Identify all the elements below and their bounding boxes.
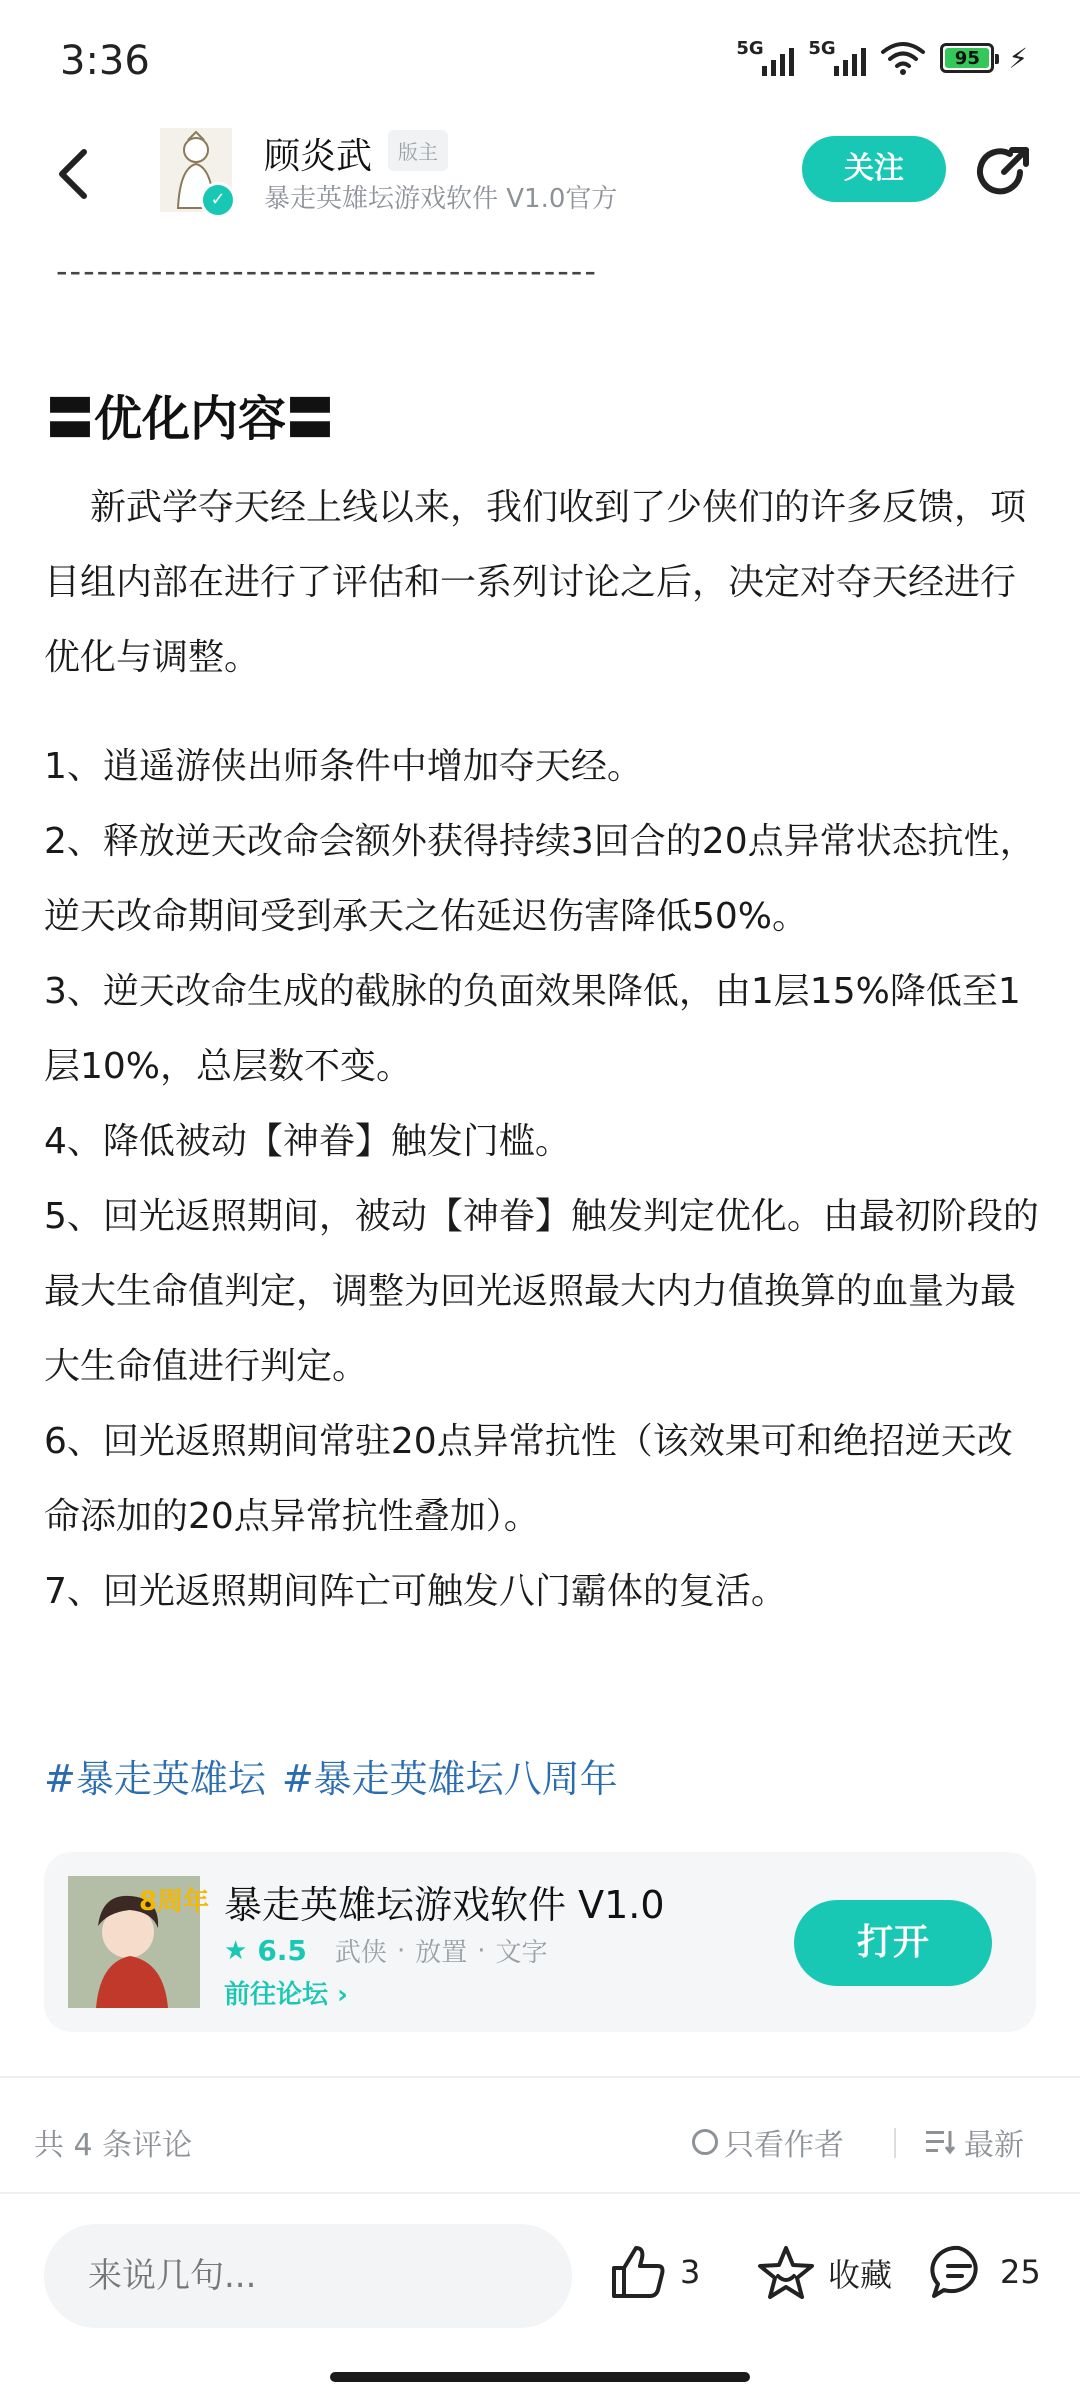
share-button[interactable]	[976, 142, 1036, 202]
list-item: 1、逍遥游侠出师条件中增加夺天经。	[44, 746, 643, 787]
clock: 3:36	[60, 38, 150, 84]
signal-icon: 5G	[808, 40, 866, 76]
sort-button[interactable]: 最新	[926, 2120, 1024, 2164]
author-subtitle: 暴走英雄坛游戏软件 V1.0官方	[264, 184, 618, 214]
signal-icon: 5G	[736, 40, 794, 76]
author-name[interactable]: 顾炎武	[264, 136, 373, 177]
favorite-button[interactable]	[756, 2244, 892, 2302]
list-item: 3、逆天改命生成的截脉的负面效果降低，由1层15%降低至1层10%，总层数不变。	[44, 971, 1021, 1087]
bottom-action-bar	[0, 2200, 1080, 2340]
wifi-icon	[880, 40, 926, 76]
chevron-right-icon: ›	[337, 1980, 348, 2010]
back-button[interactable]	[50, 144, 100, 204]
comments-button[interactable]	[930, 2244, 1041, 2300]
thumbs-up-icon	[610, 2244, 668, 2300]
topic-tag[interactable]: #暴走英雄坛	[44, 1757, 266, 1801]
section-title: 〓优化内容〓	[46, 391, 335, 447]
intro-paragraph: 新武学夺天经上线以来，我们收到了少侠们的许多反馈，项目组内部在进行了评估和一系列讨论之后，决定对夺天经进行优化与调整。	[44, 487, 1027, 678]
post-header	[0, 120, 1080, 230]
comment-count: 25	[1000, 2253, 1041, 2291]
follow-button[interactable]: 关注	[802, 136, 946, 202]
favorite-label: 收藏	[828, 2256, 893, 2294]
list-item: 2、释放逆天改命会额外获得持续3回合的20点异常状态抗性，逆天改命期间受到承天之佑延迟伤害降低50%。	[44, 821, 1036, 937]
topic-tag[interactable]: #暴走英雄坛八周年	[281, 1757, 618, 1801]
comment-bubble-icon	[930, 2244, 988, 2300]
home-indicator[interactable]	[330, 2372, 750, 2382]
open-game-button[interactable]: 打开	[794, 1900, 992, 1986]
verified-icon: ✓	[200, 182, 236, 218]
battery-icon: 95	[940, 43, 994, 73]
comment-input[interactable]: 来说几句...	[44, 2224, 572, 2328]
game-icon[interactable]	[68, 1876, 210, 2008]
game-meta: ★ 6.5 武侠 · 放置 · 文字	[224, 1934, 548, 1968]
game-card[interactable]	[44, 1852, 1036, 2032]
game-title[interactable]: 暴走英雄坛游戏软件 V1.0	[224, 1883, 665, 1927]
list-item: 5、回光返照期间，被动【神眷】触发判定优化。由最初阶段的最大生命值判定，调整为回光返照最大内力值换算的血量为最大生命值进行判定。	[44, 1196, 1039, 1387]
radio-circle-icon	[692, 2129, 718, 2155]
star-outline-icon	[756, 2244, 816, 2302]
anniversary-badge: 8周年	[138, 1887, 210, 1917]
list-item: 4、降低被动【神眷】触发门槛。	[44, 1121, 571, 1162]
tag-list	[44, 1748, 618, 1803]
sort-icon	[926, 2129, 956, 2155]
forum-link[interactable]: 前往论坛 ›	[224, 1980, 348, 2010]
like-count: 3	[680, 2253, 701, 2291]
divider	[0, 2076, 1080, 2078]
genre-tag: 武侠	[334, 1938, 387, 1968]
comment-count-label: 共 4 条评论	[34, 2128, 193, 2163]
star-icon: ★	[224, 1935, 248, 1966]
post-body	[44, 470, 1040, 1629]
text-divider: ----------------------------------------	[56, 252, 598, 290]
status-icons	[736, 40, 1028, 76]
divider	[0, 2192, 1080, 2194]
genre-tag: 文字	[495, 1938, 548, 1968]
divider	[894, 2128, 896, 2158]
list-item: 6、回光返照期间常驻20点异常抗性（该效果可和绝招逆天改命添加的20点异常抗性叠加）。	[44, 1421, 1013, 1537]
comments-toolbar	[0, 2100, 1080, 2180]
charging-icon: ⚡	[1008, 41, 1028, 75]
moderator-badge: 版主	[388, 130, 448, 171]
author-only-toggle[interactable]: 只看作者	[692, 2120, 844, 2164]
status-bar	[0, 0, 1080, 120]
like-button[interactable]	[610, 2244, 700, 2300]
genre-tag: 放置	[415, 1938, 468, 1968]
game-rating: 6.5	[257, 1934, 307, 1967]
list-item: 7、回光返照期间阵亡可触发八门霸体的复活。	[44, 1571, 787, 1612]
